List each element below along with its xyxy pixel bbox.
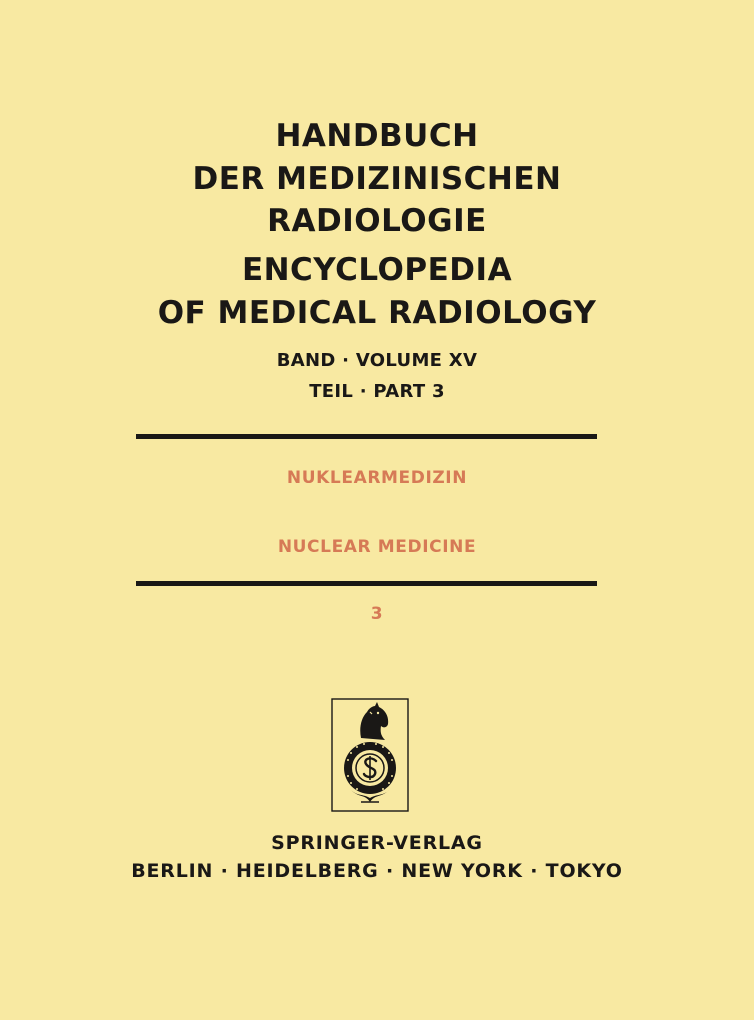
title-de-line3: RADIOLOGIE xyxy=(267,203,487,239)
publisher-name: SPRINGER-VERLAG xyxy=(271,832,483,854)
bottom-rule xyxy=(136,581,597,586)
title-en-line2: OF MEDICAL RADIOLOGY xyxy=(157,295,597,331)
volume-label: BAND · VOLUME XV xyxy=(276,350,478,371)
part-label: TEIL · PART 3 xyxy=(309,381,445,402)
title-en-line1: ENCYCLOPEDIA xyxy=(241,252,513,288)
volume-number: 3 xyxy=(370,604,384,624)
subject-de: NUKLEARMEDIZIN xyxy=(286,468,468,488)
springer-logo-icon xyxy=(331,698,409,812)
title-de-line2: DER MEDIZINISCHEN xyxy=(192,161,562,197)
publisher-cities: BERLIN · HEIDELBERG · NEW YORK · TOKYO xyxy=(131,860,623,882)
subject-en: NUCLEAR MEDICINE xyxy=(277,537,477,557)
top-rule xyxy=(136,434,597,439)
title-de-line1: HANDBUCH xyxy=(275,118,479,154)
